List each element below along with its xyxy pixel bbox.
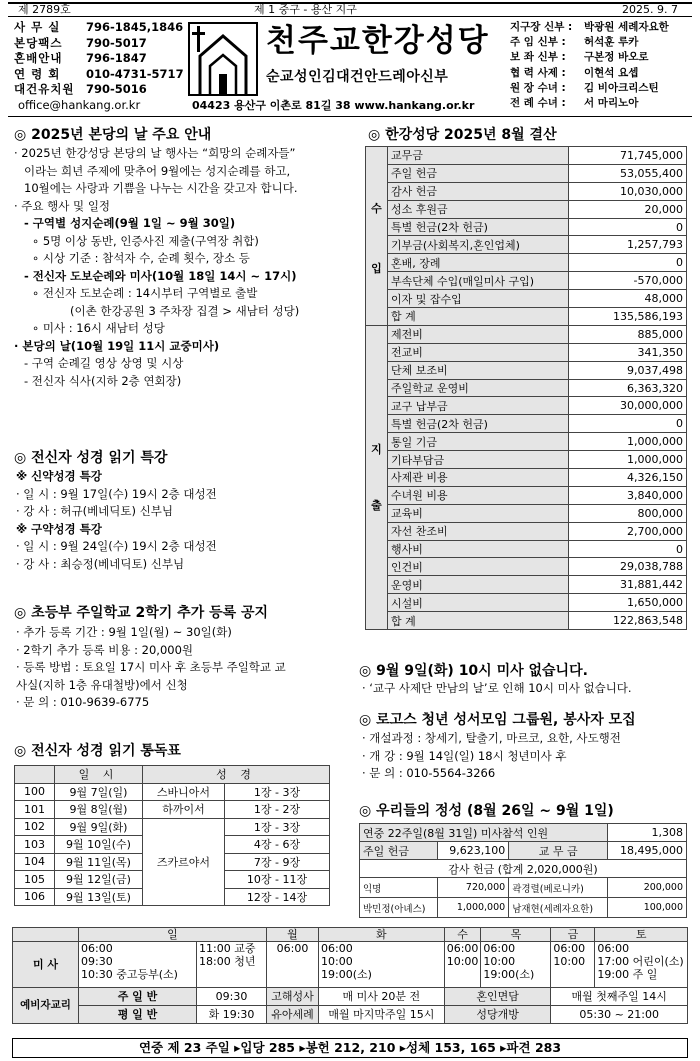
- item-label: 혼배, 장례: [388, 254, 569, 272]
- tithe-value: 18,495,000: [608, 842, 687, 860]
- item-label: 수녀원 비용: [388, 486, 569, 504]
- item-amount: 53,055,400: [569, 164, 687, 182]
- body-line: · 추가 등록 기간 : 9월 1일(월) ~ 30일(화): [16, 625, 232, 639]
- section-body: [16, 624, 286, 712]
- contact-value: 010-4731-5717: [86, 66, 184, 81]
- body-line: - 전신자 도보순례와 미사(10월 18일 14시 ~ 17시): [24, 268, 297, 283]
- donor-amount: 1,000,000: [438, 898, 509, 918]
- weekday-class-time: 화 19:30: [197, 1006, 267, 1024]
- tuesday-times: 06:00 10:00 19:00(소): [319, 942, 445, 988]
- contact-label: 혼배안내: [14, 51, 63, 65]
- body-line: · 일 시 : 9월 17일(수) 19시 2층 대성전: [16, 486, 217, 501]
- table-header-cell: [15, 766, 55, 784]
- row-chapters: 4장 - 6장: [225, 836, 330, 854]
- income-row: [366, 272, 687, 290]
- email-link[interactable]: office@hankang.or.kr: [18, 97, 141, 112]
- income-label: [366, 147, 388, 326]
- item-label: 기부금(사회복지,혼인업체): [388, 236, 569, 254]
- expense-row: [366, 486, 687, 504]
- item-amount: 4,326,150: [569, 469, 687, 487]
- donor-name: 익명: [360, 878, 438, 898]
- section-title: ◎ 전신자 성경 읽기 특강: [14, 450, 168, 466]
- day-header: 월: [267, 928, 319, 942]
- confession-label: 고해성사: [267, 988, 319, 1006]
- issue-date: 2025. 9. 7: [622, 3, 678, 16]
- expense-label-char: 지: [371, 443, 382, 457]
- item-amount: 1,000,000: [569, 433, 687, 451]
- finance-table: [365, 146, 687, 630]
- body-line: ∘ 미사 : 16시 새남터 성당: [32, 321, 165, 335]
- item-label: 특별 헌금(2차 헌금): [388, 218, 569, 236]
- row-chapters: 10장 - 11장: [225, 871, 330, 889]
- row-chapters: 12장 - 14장: [225, 888, 330, 906]
- item-amount: 20,000: [569, 200, 687, 218]
- day-header: 금: [551, 928, 595, 942]
- attendance-value: 1,308: [608, 824, 687, 842]
- item-amount: 6,363,320: [569, 379, 687, 397]
- item-amount: 0: [569, 254, 687, 272]
- wednesday-times: 06:00 10:00: [444, 942, 481, 988]
- staff-role: 주 임 신부 :: [510, 36, 566, 49]
- item-label: 주일 헌금: [388, 164, 569, 182]
- body-line: (이촌 한강공원 3 주차장 집결 > 새남터 성당): [70, 303, 300, 318]
- church-open-label: 성당개방: [444, 1006, 551, 1024]
- body-line: - 전신자 식사(지하 2층 연회장): [24, 373, 182, 388]
- day-header: 수: [444, 928, 481, 942]
- income-row: [366, 290, 687, 308]
- table-row: [15, 783, 330, 801]
- sunday-offering-value: 9,623,100: [438, 842, 509, 860]
- total-amount: 122,863,548: [569, 612, 687, 630]
- body-line: ※ 구약성경 특강: [16, 521, 102, 536]
- church-open-time: 05:30 ~ 21:00: [551, 1006, 688, 1024]
- income-row: [366, 182, 687, 200]
- body-line: · 문 의 : 010-9639-6775: [16, 695, 150, 709]
- body-line: · 문 의 : 010-5564-3266: [362, 766, 496, 780]
- item-label: 이자 및 잡수입: [388, 290, 569, 308]
- row-date: 9월 10일(수): [55, 836, 143, 854]
- weekday-class-label: 평 일 반: [79, 1006, 197, 1024]
- sunday-times-2: 11:00 교중 18:00 청년: [197, 942, 267, 988]
- body-line: ∘ 시상 기준 : 참석자 수, 순례 횟수, 장소 등: [32, 251, 250, 265]
- body-line: · 등록 방법 : 토요일 17시 미사 후 초등부 주일학교 교: [16, 660, 286, 674]
- donor-name: 박민정(아녜스): [360, 898, 438, 918]
- item-amount: 0: [569, 218, 687, 236]
- staff-role: 원 장 수녀 :: [510, 81, 566, 94]
- row-date: 9월 12일(금): [55, 871, 143, 889]
- hymn-footer: 연중 제 23 주일 ▸입당 285 ▸봉헌 212, 210 ▸성체 153, 165 ▸파견 283: [12, 1038, 688, 1058]
- expense-row: [366, 325, 687, 343]
- sunday-class-label: 주 일 반: [79, 988, 197, 1006]
- body-line: · 2025년 한강성당 본당의 날 행사는 “희망의 순례자들”: [14, 146, 296, 160]
- contact-value: 796-1847: [86, 51, 147, 65]
- total-label: 합 계: [388, 612, 569, 630]
- item-amount: 10,030,000: [569, 182, 687, 200]
- item-label: 전교비: [388, 343, 569, 361]
- item-amount: 71,745,000: [569, 147, 687, 165]
- table-header-row: [15, 766, 330, 784]
- body-line: ∘ 전신자 도보순례 : 14시부터 구역별로 출발: [32, 286, 258, 300]
- item-label: 단체 보조비: [388, 361, 569, 379]
- saturday-times: 06:00 17:00 어린이(소) 19:00 주 일: [595, 942, 688, 988]
- item-label: 주일학교 운영비: [388, 379, 569, 397]
- item-label: 행사비: [388, 540, 569, 558]
- row-chapters: 1장 - 3장: [225, 818, 330, 836]
- item-amount: 1,650,000: [569, 594, 687, 612]
- item-amount: 800,000: [569, 504, 687, 522]
- item-label: 교무금: [388, 147, 569, 165]
- contact-label: 사 무 실: [14, 20, 61, 34]
- item-label: 사제관 비용: [388, 469, 569, 487]
- section-title: ◎ 우리들의 정성 (8월 26일 ~ 9월 1일): [359, 803, 614, 819]
- day-header: 일: [79, 928, 267, 942]
- donor-amount: 200,000: [608, 878, 687, 898]
- contact-label: 본당팩스: [14, 35, 63, 50]
- staff-name: 허석훈 루카: [584, 36, 639, 49]
- expense-label: [366, 325, 388, 629]
- total-label: 합 계: [388, 308, 569, 326]
- row-book: 하까이서: [143, 801, 225, 819]
- table-row: [15, 818, 330, 836]
- row-chapters: 1장 - 3장: [225, 783, 330, 801]
- sunday-offering-label: 주일 헌금: [360, 842, 438, 860]
- offering-table: [359, 823, 687, 918]
- marriage-time: 매월 첫째주일 14시: [551, 988, 688, 1006]
- staff-role: 전 례 수녀 :: [510, 97, 566, 110]
- income-label-char: 수: [371, 201, 382, 215]
- item-amount: 3,840,000: [569, 486, 687, 504]
- item-label: 시설비: [388, 594, 569, 612]
- row-no: 102: [15, 818, 55, 836]
- income-label-char: 입: [371, 261, 382, 275]
- expense-row: [366, 594, 687, 612]
- table-header-cell: 일 시: [55, 766, 143, 784]
- table-header-cell: 성 경: [143, 766, 330, 784]
- expense-row: [366, 343, 687, 361]
- item-amount: 0: [569, 415, 687, 433]
- item-label: 인건비: [388, 558, 569, 576]
- body-line: · 일 시 : 9월 24일(수) 19시 2층 대성전: [16, 539, 217, 553]
- row-book: 스바니아서: [143, 783, 225, 801]
- staff-name: 김 비아크리스틴: [584, 81, 659, 94]
- item-amount: 2,700,000: [569, 522, 687, 540]
- body-line: 사실(지하 1층 유대철방)에서 신청: [16, 677, 188, 692]
- expense-row: [366, 415, 687, 433]
- section-body: [16, 468, 217, 573]
- body-line: · 개설과정 : 창세기, 탈출기, 마르코, 요한, 사도행전: [362, 731, 621, 745]
- row-chapters: 7장 - 9장: [225, 853, 330, 871]
- donor-name: 곽경렬(베로니카): [509, 878, 608, 898]
- item-label: 기타부담금: [388, 451, 569, 469]
- income-row: [366, 147, 687, 165]
- item-label: 교육비: [388, 504, 569, 522]
- income-row: [366, 236, 687, 254]
- contact-value: 790-5017: [86, 35, 147, 50]
- item-amount: 1,257,793: [569, 236, 687, 254]
- masthead-bar: [8, 2, 692, 17]
- expense-row: [366, 379, 687, 397]
- body-line: · 강 사 : 허규(베네딕토) 신부님: [16, 504, 173, 518]
- body-line: · 강 사 : 최승정(베네딕토) 신부님: [16, 556, 185, 571]
- row-book: 즈카르야서: [143, 818, 225, 906]
- sunday-times: 06:00 09:30 10:30 중고등부(소): [79, 942, 197, 988]
- tithe-label: 교 무 금: [509, 842, 608, 860]
- contact-value: 790-5016: [86, 82, 147, 96]
- section-title: ◎ 로고스 청년 성서모임 그룹원, 봉사자 모집: [359, 712, 636, 728]
- staff-name: 서 마리노아: [584, 97, 639, 110]
- donor-name: 남재현(세례자요한): [509, 898, 608, 918]
- item-label: 교구 납부금: [388, 397, 569, 415]
- item-label: 통일 기금: [388, 433, 569, 451]
- body-line: · 2학기 추가 등록 비용 : 20,000원: [16, 642, 193, 657]
- item-label: 감사 헌금: [388, 182, 569, 200]
- row-date: 9월 13일(토): [55, 888, 143, 906]
- item-amount: 29,038,788: [569, 558, 687, 576]
- expense-row: [366, 558, 687, 576]
- section-title: ◎ 2025년 본당의 날 주요 안내: [14, 127, 212, 143]
- mass-schedule-table: [12, 927, 688, 1024]
- header-divider: [8, 116, 692, 117]
- staff-role: 지구장 신부 :: [510, 21, 573, 33]
- income-row: [366, 254, 687, 272]
- donor-amount: 720,000: [438, 878, 509, 898]
- body-line: ※ 신약성경 특강: [16, 469, 102, 483]
- item-amount: 31,881,442: [569, 576, 687, 594]
- row-no: 105: [15, 871, 55, 889]
- day-header: 목: [481, 928, 551, 942]
- item-amount: 30,000,000: [569, 397, 687, 415]
- section-body: [14, 145, 299, 390]
- body-line: - 구역 순례길 영상 상영 및 시상: [24, 356, 184, 370]
- item-amount: 885,000: [569, 325, 687, 343]
- church-patron: 순교성인김대건안드레아신부: [266, 69, 449, 85]
- item-amount: 341,350: [569, 343, 687, 361]
- mass-label: 미 사: [13, 942, 79, 988]
- body-line: ∘ 5명 이상 동반, 인증사진 제출(구역장 취합): [32, 233, 259, 248]
- staff-name: 박광원 세례자요한: [584, 21, 669, 33]
- catechism-label: 예비자교리: [13, 988, 79, 1024]
- row-no: 103: [15, 836, 55, 854]
- section-title: ◎ 9월 9일(화) 10시 미사 없습니다.: [359, 663, 588, 679]
- expense-label-char: 출: [371, 499, 382, 513]
- infant-baptism-time: 매월 마지막주일 15시: [319, 1006, 445, 1024]
- expense-row: [366, 540, 687, 558]
- attendance-label: 연중 22주일(8월 31일) 미사참석 인원: [360, 824, 608, 842]
- body-line: - 구역별 성지순례(9월 1일 ~ 9월 30일): [24, 216, 236, 230]
- row-no: 106: [15, 888, 55, 906]
- income-row: [366, 218, 687, 236]
- body-line: 10월에는 사랑과 기쁨을 나누는 시간을 갖고자 합니다.: [24, 181, 298, 195]
- section-body: [362, 730, 621, 783]
- item-label: 자선 찬조비: [388, 522, 569, 540]
- section-title: ◎ 전신자 성경 읽기 통독표: [14, 743, 181, 759]
- contact-value: 796-1845,1846: [86, 20, 184, 34]
- row-no: 100: [15, 783, 55, 801]
- issue-number: 제 2789호: [18, 3, 71, 16]
- body-line: · 본당의 날(10월 19일 11시 교중미사): [14, 338, 220, 353]
- expense-row: [366, 522, 687, 540]
- staff-role: 보 좌 신부 :: [510, 51, 566, 64]
- row-no: 104: [15, 853, 55, 871]
- item-label: 특별 헌금(2차 헌금): [388, 415, 569, 433]
- section-title: ◎ 한강성당 2025년 8월 결산: [368, 127, 557, 143]
- staff-list: [510, 20, 696, 111]
- friday-times: 06:00 10:00: [551, 942, 595, 988]
- confession-time: 매 미사 20분 전: [319, 988, 445, 1006]
- day-header: 화: [319, 928, 445, 942]
- item-amount: 0: [569, 540, 687, 558]
- income-row: [366, 200, 687, 218]
- item-label: 성소 후원금: [388, 200, 569, 218]
- row-chapters: 1장 - 2장: [225, 801, 330, 819]
- item-label: 제전비: [388, 325, 569, 343]
- thursday-times: 06:00 10:00 19:00(소): [481, 942, 551, 988]
- district: 제 1 중구 - 용산 지구: [254, 3, 357, 16]
- expense-row: [366, 469, 687, 487]
- church-address: 04423 용산구 이촌로 81길 38 www.hankang.or.kr: [192, 99, 475, 112]
- row-no: 101: [15, 801, 55, 819]
- monday-times: 06:00: [267, 942, 319, 988]
- item-amount: 1,000,000: [569, 451, 687, 469]
- section-title: ◎ 초등부 주일학교 2학기 추가 등록 공지: [14, 605, 269, 621]
- row-date: 9월 7일(일): [55, 783, 143, 801]
- item-amount: -570,000: [569, 272, 687, 290]
- income-total-row: [366, 308, 687, 326]
- body-line: · 개 강 : 9월 14일(일) 18시 청년미사 후: [362, 748, 567, 763]
- donor-amount: 100,000: [608, 898, 687, 918]
- row-date: 9월 8일(월): [55, 801, 143, 819]
- infant-baptism-label: 유아세례: [267, 1006, 319, 1024]
- church-logo-icon: [188, 22, 258, 96]
- item-amount: 48,000: [569, 290, 687, 308]
- thanks-offering-title: 감사 헌금 (합계 2,020,000원): [360, 860, 687, 878]
- expense-row: [366, 451, 687, 469]
- expense-total-row: [366, 612, 687, 630]
- body-line: 이라는 희년 주제에 맞추어 9월에는 성지순례를 하고,: [24, 163, 291, 178]
- corner-cell: [13, 928, 79, 942]
- marriage-label: 혼인면담: [444, 988, 551, 1006]
- day-header: 토: [595, 928, 688, 942]
- section-body: · ‘교구 사제단 만남의 날’로 인해 10시 미사 없습니다.: [362, 681, 632, 695]
- table-row: [15, 801, 330, 819]
- church-name: 천주교한강성당: [266, 23, 490, 59]
- income-row: [366, 164, 687, 182]
- body-line: · 주요 행사 및 일정: [14, 198, 111, 213]
- item-label: 운영비: [388, 576, 569, 594]
- row-date: 9월 11일(목): [55, 853, 143, 871]
- staff-role: 협 력 사제 :: [510, 66, 566, 79]
- total-amount: 135,586,193: [569, 308, 687, 326]
- row-date: 9월 9일(화): [55, 818, 143, 836]
- reading-schedule-table: [14, 765, 330, 906]
- staff-name: 이현석 요셉: [584, 66, 639, 79]
- expense-row: [366, 397, 687, 415]
- item-label: 부속단체 수입(매일미사 구입): [388, 272, 569, 290]
- expense-row: [366, 576, 687, 594]
- staff-name: 구본정 바오로: [584, 51, 649, 64]
- sunday-class-time: 09:30: [197, 988, 267, 1006]
- contact-list: [14, 20, 184, 113]
- contact-label: 대건유치원: [14, 82, 75, 96]
- expense-row: [366, 433, 687, 451]
- item-amount: 9,037,498: [569, 361, 687, 379]
- expense-row: [366, 361, 687, 379]
- contact-label: 연 령 회: [14, 66, 61, 81]
- expense-row: [366, 504, 687, 522]
